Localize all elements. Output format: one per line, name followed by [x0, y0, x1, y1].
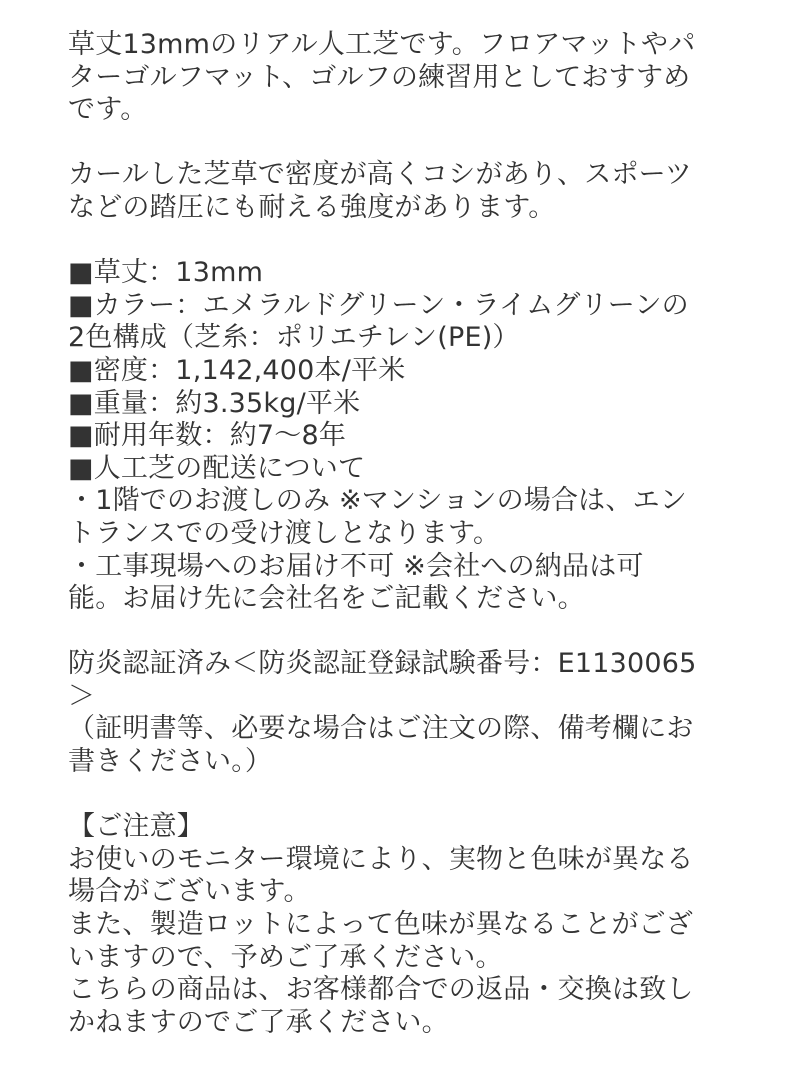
blank-line: [68, 616, 738, 649]
caution-text: こちらの商品は、お客様都合での返品・交換は致し: [68, 974, 694, 1006]
description-line: などの踏圧にも耐える強度があります。: [68, 191, 556, 223]
caution-text: 場合がございます。: [68, 876, 311, 908]
blank-line: [68, 127, 738, 160]
spec-pile-height: ■草丈：13mm: [68, 257, 264, 289]
description-line: ターゴルフマット、ゴルフの練習用としておすすめ: [68, 61, 691, 93]
delivery-note: ・工事現場へのお届け不可 ※会社への納品は可: [68, 550, 644, 582]
caution-text: いますので、予めご了承ください。: [68, 941, 503, 973]
caution-text: また、製造ロットによって色味が異なることがござ: [68, 909, 694, 941]
caution-heading: 【ご注意】: [68, 811, 204, 843]
scrollbar[interactable]: [791, 0, 797, 1080]
description-line: カールした芝草で密度が高くコシがあり、スポーツ: [68, 159, 692, 191]
spec-color-detail: 2色構成（芝糸：ポリエチレン(PE)）: [68, 322, 520, 354]
delivery-note: ・1階でのお渡しのみ ※マンションの場合は、エン: [68, 485, 687, 517]
delivery-note: 能。お届け先に会社名をご記載ください。: [68, 583, 585, 615]
product-description: [68, 29, 738, 1039]
description-line: 草丈13mmのリアル人工芝です。フロアマットやパ: [68, 29, 696, 60]
caution-text: お使いのモニター環境により、実物と色味が異なる: [68, 843, 694, 875]
blank-line: [68, 779, 738, 812]
fire-certification: 防炎認証済み＜防炎認証登録試験番号：E1130065: [68, 648, 697, 680]
spec-density: ■密度：1,142,400本/平米: [68, 354, 406, 386]
certificate-note: （証明書等、必要な場合はご注文の際、備考欄にお: [68, 713, 694, 745]
spec-weight: ■重量：約3.35kg/平米: [68, 387, 361, 419]
fire-certification: ＞: [68, 680, 96, 712]
certificate-note: 書きください。）: [68, 746, 273, 778]
caution-text: かねますのでご了承ください。: [68, 1006, 449, 1038]
description-line: です。: [68, 94, 148, 126]
delivery-note: トランスでの受け渡しとなります。: [68, 517, 501, 549]
spec-color: ■カラー：エメラルドグリーン・ライムグリーンの: [68, 289, 689, 321]
blank-line: [68, 225, 738, 258]
spec-lifespan: ■耐用年数：約7〜8年: [68, 420, 347, 452]
spec-delivery-heading: ■人工芝の配送について: [68, 452, 366, 484]
